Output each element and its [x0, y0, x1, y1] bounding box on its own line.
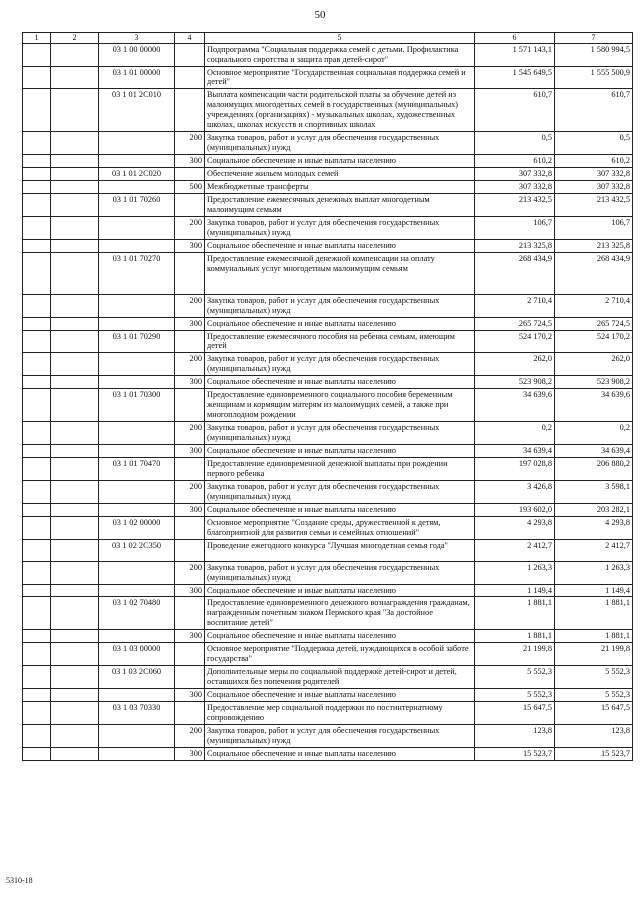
cell-amount-year1: 1 881,1 — [475, 597, 555, 630]
cell-name: Закупка товаров, работ и услуг для обеспечения государственных (муниципальных) нужд — [205, 132, 475, 155]
cell-target-article: 03 1 02 00000 — [99, 516, 175, 539]
cell-expense-type: 300 — [175, 317, 205, 330]
table-row — [23, 252, 633, 294]
table-row — [23, 422, 633, 445]
cell-amount-year2: 268 434,9 — [555, 252, 633, 294]
cell-amount-year2: 5 552,3 — [555, 689, 633, 702]
cell-expense-type: 300 — [175, 376, 205, 389]
cell-expense-type: 200 — [175, 132, 205, 155]
cell-amount-year2: 21 199,8 — [555, 643, 633, 666]
page-number: 50 — [314, 9, 326, 21]
cell-amount-year2: 307 332,8 — [555, 181, 633, 194]
cell-target-article — [99, 132, 175, 155]
cell-col1 — [23, 389, 51, 422]
cell-expense-type — [175, 539, 205, 561]
cell-amount-year1: 5 552,3 — [475, 666, 555, 689]
cell-col2 — [51, 561, 99, 584]
cell-col1 — [23, 503, 51, 516]
budget-table — [22, 32, 633, 761]
cell-col1 — [23, 630, 51, 643]
cell-amount-year2: 0,5 — [555, 132, 633, 155]
cell-amount-year1: 1 149,4 — [475, 584, 555, 597]
cell-col1 — [23, 689, 51, 702]
cell-amount-year2: 265 724,5 — [555, 317, 633, 330]
cell-name: Социальное обеспечение и иные выплаты населению — [205, 445, 475, 458]
cell-expense-type — [175, 643, 205, 666]
table-row — [23, 445, 633, 458]
cell-amount-year1: 34 639,4 — [475, 445, 555, 458]
cell-col1 — [23, 643, 51, 666]
cell-name: Социальное обеспечение и иные выплаты населению — [205, 584, 475, 597]
cell-amount-year2: 203 282,1 — [555, 503, 633, 516]
cell-amount-year2: 307 332,8 — [555, 168, 633, 181]
cell-target-article — [99, 445, 175, 458]
cell-col1 — [23, 666, 51, 689]
cell-amount-year1: 213 325,8 — [475, 239, 555, 252]
cell-col2 — [51, 702, 99, 725]
cell-col1 — [23, 516, 51, 539]
cell-amount-year1: 262,0 — [475, 353, 555, 376]
cell-expense-type — [175, 330, 205, 353]
cell-expense-type — [175, 597, 205, 630]
cell-target-article — [99, 747, 175, 760]
cell-amount-year1: 213 432,5 — [475, 193, 555, 216]
cell-col2 — [51, 597, 99, 630]
cell-amount-year1: 123,8 — [475, 724, 555, 747]
cell-col2 — [51, 216, 99, 239]
cell-name: Закупка товаров, работ и услуг для обеспечения государственных (муниципальных) нужд — [205, 353, 475, 376]
cell-target-article: 03 1 02 70480 — [99, 597, 175, 630]
cell-target-article — [99, 422, 175, 445]
table-row — [23, 89, 633, 132]
cell-amount-year1: 524 170,2 — [475, 330, 555, 353]
cell-name: Предоставление единовременного денежного вознаграждения гражданам, награжденным почетным знаком Пермского края "За достойное воспитание детей" — [205, 597, 475, 630]
cell-expense-type: 500 — [175, 181, 205, 194]
cell-amount-year2: 1 555 500,9 — [555, 66, 633, 89]
cell-amount-year1: 4 293,8 — [475, 516, 555, 539]
cell-name: Основное мероприятие "Государственная социальная поддержка семей и детей" — [205, 66, 475, 89]
cell-col2 — [51, 503, 99, 516]
cell-amount-year2: 262,0 — [555, 353, 633, 376]
cell-amount-year2: 0,2 — [555, 422, 633, 445]
cell-target-article — [99, 155, 175, 168]
cell-target-article — [99, 181, 175, 194]
cell-col2 — [51, 643, 99, 666]
cell-expense-type: 300 — [175, 689, 205, 702]
cell-target-article — [99, 724, 175, 747]
cell-target-article: 03 1 01 70270 — [99, 252, 175, 294]
cell-amount-year2: 34 639,6 — [555, 389, 633, 422]
table-row — [23, 193, 633, 216]
cell-expense-type — [175, 516, 205, 539]
table-row — [23, 689, 633, 702]
cell-name: Выплата компенсации части родительской платы за обучение детей из малоимущих многодетных семей в государственных (муниципальных) учреждениях (организациях) - музыкальных школах, художественных школах, школах искусств и спортивных школах — [205, 89, 475, 132]
cell-amount-year2: 1 263,3 — [555, 561, 633, 584]
document-code: 5310-18 — [6, 876, 33, 885]
cell-name: Предоставление ежемесячного пособия на ребенка семьям, имеющим детей — [205, 330, 475, 353]
column-header: 4 — [175, 33, 205, 44]
table-row — [23, 666, 633, 689]
cell-target-article: 03 1 01 00000 — [99, 66, 175, 89]
cell-name: Обеспечение жильем молодых семей — [205, 168, 475, 181]
cell-target-article — [99, 317, 175, 330]
cell-name: Проведение ежегодного конкурса "Лучшая многодетная семья года" — [205, 539, 475, 561]
cell-expense-type: 200 — [175, 216, 205, 239]
cell-expense-type: 300 — [175, 155, 205, 168]
cell-target-article — [99, 294, 175, 317]
table-row — [23, 724, 633, 747]
cell-amount-year2: 524 170,2 — [555, 330, 633, 353]
cell-expense-type — [175, 458, 205, 481]
cell-col2 — [51, 539, 99, 561]
cell-col1 — [23, 445, 51, 458]
cell-expense-type — [175, 66, 205, 89]
cell-col2 — [51, 252, 99, 294]
table-row — [23, 480, 633, 503]
cell-amount-year2: 1 881,1 — [555, 597, 633, 630]
cell-amount-year1: 1 571 143,1 — [475, 43, 555, 66]
cell-target-article: 03 1 01 70260 — [99, 193, 175, 216]
cell-amount-year2: 15 647,5 — [555, 702, 633, 725]
cell-expense-type: 200 — [175, 353, 205, 376]
cell-col2 — [51, 155, 99, 168]
cell-col2 — [51, 294, 99, 317]
cell-col2 — [51, 330, 99, 353]
cell-col2 — [51, 132, 99, 155]
cell-expense-type — [175, 389, 205, 422]
cell-name: Закупка товаров, работ и услуг для обеспечения государственных (муниципальных) нужд — [205, 216, 475, 239]
cell-expense-type: 200 — [175, 294, 205, 317]
cell-amount-year1: 34 639,6 — [475, 389, 555, 422]
cell-col1 — [23, 480, 51, 503]
cell-target-article — [99, 689, 175, 702]
cell-name: Основное мероприятие "Создание среды, дружественной к детям, благоприятной для развития семьи и семейных отношений" — [205, 516, 475, 539]
cell-col2 — [51, 480, 99, 503]
table-row — [23, 216, 633, 239]
cell-amount-year2: 4 293,8 — [555, 516, 633, 539]
cell-col2 — [51, 389, 99, 422]
cell-name: Предоставление единовременной денежной выплаты при рождении первого ребенка — [205, 458, 475, 481]
table-body — [23, 43, 633, 760]
cell-expense-type: 200 — [175, 422, 205, 445]
cell-target-article — [99, 503, 175, 516]
cell-expense-type: 200 — [175, 480, 205, 503]
cell-amount-year1: 15 647,5 — [475, 702, 555, 725]
cell-expense-type: 300 — [175, 445, 205, 458]
cell-expense-type: 300 — [175, 503, 205, 516]
cell-target-article: 03 1 01 70290 — [99, 330, 175, 353]
cell-amount-year1: 106,7 — [475, 216, 555, 239]
table-row — [23, 458, 633, 481]
cell-amount-year2: 213 325,8 — [555, 239, 633, 252]
cell-amount-year1: 197 028,8 — [475, 458, 555, 481]
cell-col2 — [51, 66, 99, 89]
cell-name: Предоставление мер социальной поддержки по постинтернатному сопровождению — [205, 702, 475, 725]
cell-expense-type — [175, 168, 205, 181]
cell-amount-year2: 15 523,7 — [555, 747, 633, 760]
cell-amount-year1: 1 545 649,5 — [475, 66, 555, 89]
cell-name: Закупка товаров, работ и услуг для обеспечения государственных (муниципальных) нужд — [205, 422, 475, 445]
cell-col1 — [23, 66, 51, 89]
cell-col1 — [23, 317, 51, 330]
table-row — [23, 539, 633, 561]
cell-col1 — [23, 216, 51, 239]
cell-amount-year2: 34 639,4 — [555, 445, 633, 458]
cell-name: Подпрограмма "Социальная поддержка семей с детьми. Профилактика социального сиротства и защита прав детей-сирот" — [205, 43, 475, 66]
cell-expense-type — [175, 666, 205, 689]
cell-expense-type: 200 — [175, 724, 205, 747]
cell-amount-year1: 2 710,4 — [475, 294, 555, 317]
cell-expense-type — [175, 193, 205, 216]
cell-target-article: 03 1 03 2С060 — [99, 666, 175, 689]
cell-col1 — [23, 155, 51, 168]
cell-amount-year2: 3 598,1 — [555, 480, 633, 503]
cell-col1 — [23, 747, 51, 760]
cell-expense-type: 200 — [175, 561, 205, 584]
table-row — [23, 630, 633, 643]
cell-col2 — [51, 666, 99, 689]
cell-name: Социальное обеспечение и иные выплаты населению — [205, 503, 475, 516]
table-row — [23, 597, 633, 630]
table-row — [23, 181, 633, 194]
cell-amount-year2: 213 432,5 — [555, 193, 633, 216]
cell-col2 — [51, 747, 99, 760]
cell-expense-type — [175, 43, 205, 66]
cell-col2 — [51, 317, 99, 330]
cell-amount-year2: 1 580 994,5 — [555, 43, 633, 66]
cell-col1 — [23, 353, 51, 376]
cell-amount-year1: 193 602,0 — [475, 503, 555, 516]
cell-amount-year2: 206 880,2 — [555, 458, 633, 481]
cell-amount-year2: 610,7 — [555, 89, 633, 132]
cell-expense-type: 300 — [175, 584, 205, 597]
cell-amount-year2: 2 710,4 — [555, 294, 633, 317]
cell-name: Межбюджетные трансферты — [205, 181, 475, 194]
table-row — [23, 132, 633, 155]
cell-col1 — [23, 252, 51, 294]
cell-expense-type: 300 — [175, 630, 205, 643]
cell-name: Социальное обеспечение и иные выплаты населению — [205, 689, 475, 702]
cell-target-article — [99, 480, 175, 503]
cell-amount-year2: 5 552,3 — [555, 666, 633, 689]
table-row — [23, 376, 633, 389]
cell-name: Основное мероприятие "Поддержка детей, нуждающихся в особой заботе государства" — [205, 643, 475, 666]
cell-amount-year2: 1 149,4 — [555, 584, 633, 597]
cell-amount-year1: 5 552,3 — [475, 689, 555, 702]
table-row — [23, 239, 633, 252]
table-row — [23, 353, 633, 376]
cell-amount-year1: 15 523,7 — [475, 747, 555, 760]
cell-col2 — [51, 445, 99, 458]
cell-col2 — [51, 458, 99, 481]
cell-target-article — [99, 584, 175, 597]
table-row — [23, 503, 633, 516]
cell-name: Социальное обеспечение и иные выплаты населению — [205, 317, 475, 330]
table-row — [23, 155, 633, 168]
cell-col1 — [23, 376, 51, 389]
table-row — [23, 66, 633, 89]
cell-name: Закупка товаров, работ и услуг для обеспечения государственных (муниципальных) нужд — [205, 480, 475, 503]
cell-col1 — [23, 181, 51, 194]
cell-col2 — [51, 630, 99, 643]
cell-col2 — [51, 376, 99, 389]
table-row — [23, 747, 633, 760]
cell-col1 — [23, 422, 51, 445]
column-header: 5 — [205, 33, 475, 44]
cell-col1 — [23, 168, 51, 181]
cell-col1 — [23, 294, 51, 317]
cell-col1 — [23, 458, 51, 481]
cell-target-article — [99, 376, 175, 389]
cell-amount-year2: 106,7 — [555, 216, 633, 239]
cell-col2 — [51, 193, 99, 216]
cell-amount-year1: 21 199,8 — [475, 643, 555, 666]
cell-col1 — [23, 132, 51, 155]
cell-name: Предоставление ежемесячной денежной компенсации на оплату коммунальных услуг многодетным малоимущим семьям — [205, 252, 475, 294]
cell-name: Социальное обеспечение и иные выплаты населению — [205, 155, 475, 168]
cell-col1 — [23, 43, 51, 66]
cell-target-article — [99, 353, 175, 376]
cell-col2 — [51, 43, 99, 66]
cell-name: Социальное обеспечение и иные выплаты населению — [205, 239, 475, 252]
cell-amount-year1: 307 332,8 — [475, 168, 555, 181]
table-row — [23, 516, 633, 539]
column-header: 1 — [23, 33, 51, 44]
cell-col2 — [51, 516, 99, 539]
cell-name: Предоставление единовременного социального пособия беременным женщинам и кормящим матерям из малоимущих семей, а также при многоплодном рождении — [205, 389, 475, 422]
cell-target-article: 03 1 01 70300 — [99, 389, 175, 422]
cell-amount-year1: 610,2 — [475, 155, 555, 168]
cell-amount-year2: 610,2 — [555, 155, 633, 168]
column-header: 2 — [51, 33, 99, 44]
cell-col2 — [51, 89, 99, 132]
cell-name: Закупка товаров, работ и услуг для обеспечения государственных (муниципальных) нужд — [205, 294, 475, 317]
cell-name: Социальное обеспечение и иные выплаты населению — [205, 747, 475, 760]
cell-amount-year1: 0,5 — [475, 132, 555, 155]
cell-col2 — [51, 353, 99, 376]
table-row — [23, 643, 633, 666]
cell-name: Дополнительные меры по социальной поддержке детей-сирот и детей, оставшихся без попечения родителей — [205, 666, 475, 689]
cell-col2 — [51, 724, 99, 747]
header-row — [23, 33, 633, 44]
cell-col1 — [23, 584, 51, 597]
cell-amount-year1: 523 908,2 — [475, 376, 555, 389]
table-row — [23, 294, 633, 317]
cell-target-article: 03 1 01 70470 — [99, 458, 175, 481]
cell-amount-year1: 0,2 — [475, 422, 555, 445]
cell-amount-year1: 265 724,5 — [475, 317, 555, 330]
cell-name: Социальное обеспечение и иные выплаты населению — [205, 376, 475, 389]
cell-name: Предоставление ежемесячных денежных выплат многодетным малоимущим семьям — [205, 193, 475, 216]
column-header: 7 — [555, 33, 633, 44]
cell-target-article: 03 1 00 00000 — [99, 43, 175, 66]
cell-target-article: 03 1 02 2С350 — [99, 539, 175, 561]
cell-col2 — [51, 239, 99, 252]
cell-col2 — [51, 689, 99, 702]
cell-target-article — [99, 216, 175, 239]
cell-target-article — [99, 630, 175, 643]
column-header: 3 — [99, 33, 175, 44]
cell-expense-type — [175, 252, 205, 294]
cell-col2 — [51, 422, 99, 445]
cell-col1 — [23, 561, 51, 584]
cell-amount-year1: 1 881,1 — [475, 630, 555, 643]
cell-col2 — [51, 584, 99, 597]
cell-target-article: 03 1 01 2С020 — [99, 168, 175, 181]
cell-amount-year1: 268 434,9 — [475, 252, 555, 294]
cell-expense-type — [175, 702, 205, 725]
cell-col2 — [51, 168, 99, 181]
cell-expense-type: 300 — [175, 747, 205, 760]
cell-target-article: 03 1 01 2С010 — [99, 89, 175, 132]
cell-amount-year1: 2 412,7 — [475, 539, 555, 561]
cell-amount-year1: 1 263,3 — [475, 561, 555, 584]
table-row — [23, 561, 633, 584]
cell-col1 — [23, 239, 51, 252]
cell-amount-year1: 610,7 — [475, 89, 555, 132]
table-row — [23, 702, 633, 725]
cell-name: Социальное обеспечение и иные выплаты населению — [205, 630, 475, 643]
table-row — [23, 389, 633, 422]
cell-expense-type: 300 — [175, 239, 205, 252]
cell-target-article: 03 1 03 70330 — [99, 702, 175, 725]
cell-col1 — [23, 702, 51, 725]
cell-col1 — [23, 597, 51, 630]
cell-amount-year2: 2 412,7 — [555, 539, 633, 561]
table-row — [23, 317, 633, 330]
cell-col1 — [23, 539, 51, 561]
cell-target-article — [99, 239, 175, 252]
table-row — [23, 330, 633, 353]
cell-amount-year1: 3 426,8 — [475, 480, 555, 503]
cell-target-article — [99, 561, 175, 584]
cell-col1 — [23, 89, 51, 132]
table-row — [23, 43, 633, 66]
table-row — [23, 168, 633, 181]
cell-target-article: 03 1 03 00000 — [99, 643, 175, 666]
cell-col1 — [23, 193, 51, 216]
table-row — [23, 584, 633, 597]
cell-expense-type — [175, 89, 205, 132]
cell-amount-year1: 307 332,8 — [475, 181, 555, 194]
cell-amount-year2: 1 881,1 — [555, 630, 633, 643]
cell-name: Закупка товаров, работ и услуг для обеспечения государственных (муниципальных) нужд — [205, 561, 475, 584]
cell-amount-year2: 523 908,2 — [555, 376, 633, 389]
cell-col1 — [23, 724, 51, 747]
cell-col1 — [23, 330, 51, 353]
cell-name: Закупка товаров, работ и услуг для обеспечения государственных (муниципальных) нужд — [205, 724, 475, 747]
cell-amount-year2: 123,8 — [555, 724, 633, 747]
column-header: 6 — [475, 33, 555, 44]
cell-col2 — [51, 181, 99, 194]
